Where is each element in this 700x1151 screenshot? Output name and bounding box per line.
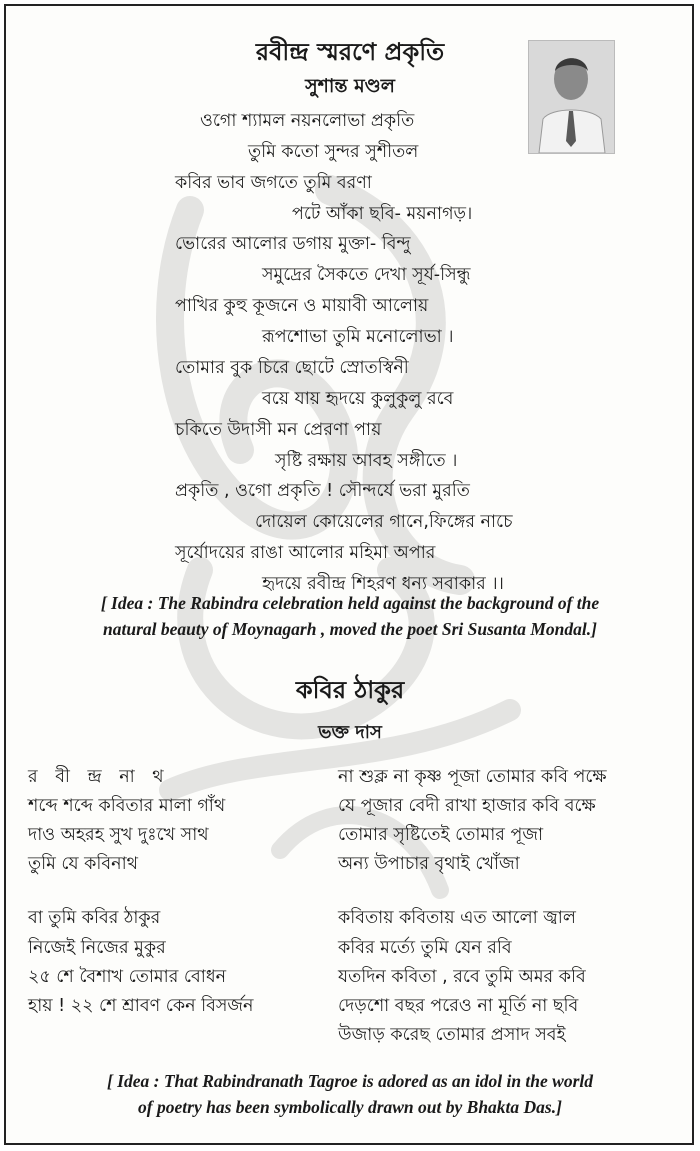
- poem2-title: কবির ঠাকুর: [295, 676, 405, 704]
- poem2-line: কবির মর্ত্যে তুমি যেন রবি: [338, 938, 512, 958]
- poem2-line: শব্দে শব্দে কবিতার মালা গাঁথ: [28, 796, 226, 816]
- poem1-line: তোমার বুক চিরে ছোটে স্রোতস্বিনী: [175, 358, 409, 378]
- poem2-line: উজাড় করেছ তোমার প্রসাদ সবই: [338, 1025, 566, 1045]
- poem2-line: কবিতায় কবিতায় এত আলো জ্বাল: [338, 908, 576, 928]
- poem2-idea-note: [20, 1068, 680, 1120]
- poem1-idea-line: [ Idea : The Rabindra celebration held against the background of the: [100, 593, 600, 613]
- poem1-line: বয়ে যায় হৃদয়ে কুলুকুলু রবে: [262, 389, 454, 409]
- poem2-line: যে পূজার বেদী রাখা হাজার কবি বক্ষে: [338, 796, 596, 816]
- poem2-line: ২৫ শে বৈশাখ তোমার বোধন: [28, 967, 227, 987]
- poem1-line: রূপশোভা তুমি মনোলোভা ।: [262, 327, 454, 347]
- poem2-idea-line: [ Idea : That Rabindranath Tagroe is adored as an idol in the world: [106, 1071, 594, 1091]
- poem1-line: চকিতে উদাসী মন প্রেরণা পায়: [175, 420, 382, 440]
- poem2-line: না শুক্ল না কৃষ্ণ পূজা তোমার কবি পক্ষে: [338, 767, 607, 787]
- poem2-line: হায় ! ২২ শে শ্রাবণ কেন বিসর্জন: [28, 996, 254, 1016]
- poem2-line: বা তুমি কবির ঠাকুর: [28, 908, 161, 928]
- poem2-idea-line: of poetry has been symbolically drawn out by Bhakta Das.]: [138, 1097, 562, 1117]
- poem1-line: পাখির কুহু কূজনে ও মায়াবী আলোয়: [175, 296, 429, 316]
- poem2-line: র বী ন্দ্র না থ: [28, 767, 170, 787]
- poem1-line: সমুদ্রের সৈকতে দেখা সূর্য-সিন্ধু: [262, 265, 471, 285]
- poem1-line: প্রকৃতি , ওগো প্রকৃতি ! সৌন্দর্যে ভরা মুরতি: [175, 481, 470, 501]
- poem2-line: তোমার সৃষ্টিতেই তোমার পূজা: [338, 825, 544, 845]
- poem2-line: দাও অহরহ সুখ দুঃখে সাথ: [28, 825, 209, 845]
- poem1-line: কবির ভাব জগতে তুমি বরণা: [175, 173, 372, 193]
- poem1-title: রবীন্দ্র স্মরণে প্রকৃতি: [255, 38, 445, 66]
- poem1-line: তুমি কতো সুন্দর সুশীতল: [248, 142, 419, 162]
- poem1-line: পটে আঁকা ছবি- ময়নাগড়।: [292, 204, 473, 224]
- poem2-line: অন্য উপাচার বৃথাই খোঁজা: [338, 854, 520, 874]
- poem2-line: তুমি যে কবিনাথ: [28, 854, 139, 874]
- poem2-line: নিজেই নিজের মুকুর: [28, 938, 166, 958]
- poem2-line: যতদিন কবিতা , রবে তুমি অমর কবি: [338, 967, 586, 987]
- poem1-idea-note: [20, 590, 680, 642]
- poem1-line: সৃষ্টি রক্ষায় আবহ সঙ্গীতে ।: [275, 451, 458, 471]
- poem1-idea-line: natural beauty of Moynagarh , moved the poet Sri Susanta Mondal.]: [103, 619, 597, 639]
- poem1-author: সুশান্ত মণ্ডল: [305, 75, 395, 97]
- poem2-author: ভক্ত দাস: [318, 722, 382, 743]
- poem1-line: হৃদয়ে রবীন্দ্র শিহরণ ধন্য সবাকার ।।: [262, 574, 504, 594]
- poem2-line: দেড়শো বছর পরেও না মূর্তি না ছবি: [338, 996, 579, 1016]
- poem1-line: দোয়েল কোয়েলের গানে,ফিঙ্গের নাচে: [255, 512, 513, 532]
- poem1-line: ভোরের আলোর ডগায় মুক্তা- বিন্দু: [175, 234, 411, 254]
- poem1-line: সূর্যোদয়ের রাঙা আলোর মহিমা অপার: [175, 543, 436, 563]
- poem1-line: ওগো শ্যামল নয়নলোভা প্রকৃতি: [200, 111, 415, 131]
